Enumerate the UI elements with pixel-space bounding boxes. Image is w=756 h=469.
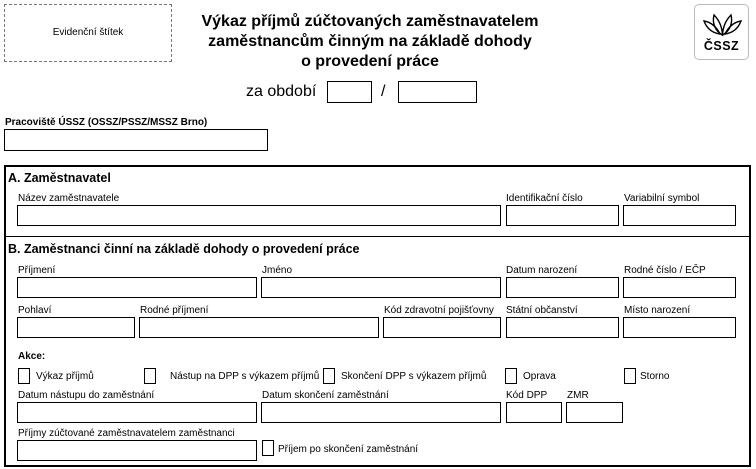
post-end-income-label: Příjem po skončení zaměstnání xyxy=(278,444,419,455)
action-cancel-checkbox[interactable] xyxy=(624,368,636,384)
title-line-3: o provedení práce xyxy=(301,53,439,70)
section-a-title: A. Zaměstnavatel xyxy=(8,171,111,185)
actions-label: Akce: xyxy=(18,351,46,362)
period-month-field[interactable] xyxy=(327,81,372,103)
employer-name-label: Název zaměstnavatele xyxy=(18,193,120,204)
income-field[interactable] xyxy=(17,440,257,461)
form-title xyxy=(180,12,560,72)
birth-surname-label: Rodné příjmení xyxy=(140,305,209,316)
birth-date-field[interactable] xyxy=(506,277,619,298)
action-dpp-end-checkbox[interactable] xyxy=(323,368,335,384)
income-label: Příjmy zúčtované zaměstnavatelem zaměstnanci xyxy=(18,428,235,439)
period-year-field[interactable] xyxy=(398,81,477,103)
variable-symbol-label: Variabilní symbol xyxy=(624,193,700,204)
section-b-title: B. Zaměstnanci činní na základě dohody o provedení práce xyxy=(8,242,360,256)
first-name-label: Jméno xyxy=(262,265,293,276)
office-label: Pracoviště ÚSSZ (OSSZ/PSSZ/MSSZ Brno) xyxy=(5,117,208,128)
action-dpp-start-checkbox[interactable] xyxy=(144,368,156,384)
sex-label: Pohlaví xyxy=(18,305,52,316)
zmr-label: ZMR xyxy=(567,390,589,401)
action-dpp-start-label: Nástup na DPP s výkazem příjmů xyxy=(170,371,320,382)
action-income-report-label: Výkaz příjmů xyxy=(36,371,94,382)
citizenship-label: Státní občanství xyxy=(506,305,578,316)
period-separator: / xyxy=(381,83,386,100)
variable-symbol-field[interactable] xyxy=(623,205,736,226)
section-divider xyxy=(6,236,749,237)
insurer-code-label: Kód zdravotní pojišťovny xyxy=(384,305,494,316)
birth-place-field[interactable] xyxy=(623,317,736,338)
citizenship-field[interactable] xyxy=(506,317,619,338)
zmr-field[interactable] xyxy=(566,402,623,423)
insurer-code-field[interactable] xyxy=(383,317,501,338)
action-dpp-end-label: Skončení DPP s výkazem příjmů xyxy=(341,371,487,382)
birth-date-label: Datum narození xyxy=(506,265,578,276)
action-income-report-checkbox[interactable] xyxy=(18,368,30,384)
post-end-income-checkbox[interactable] xyxy=(262,440,274,456)
title-line-2: zaměstnancům činným na základě dohody xyxy=(208,33,532,50)
birth-surname-field[interactable] xyxy=(139,317,379,338)
employer-name-field[interactable] xyxy=(17,205,501,226)
ico-label: Identifikační číslo xyxy=(506,193,583,204)
title-line-1: Výkaz příjmů zúčtovaných zaměstnavatelem xyxy=(201,13,539,30)
office-field[interactable] xyxy=(4,129,268,151)
period-label: za období xyxy=(246,83,317,100)
birth-number-label: Rodné číslo / EČP xyxy=(624,265,706,276)
leaf-icon xyxy=(695,5,750,41)
sex-field[interactable] xyxy=(17,317,135,338)
first-name-field[interactable] xyxy=(261,277,501,298)
surname-label: Příjmení xyxy=(18,265,56,276)
dpp-code-label: Kód DPP xyxy=(506,390,548,401)
dpp-code-field[interactable] xyxy=(506,402,562,423)
action-correction-label: Oprava xyxy=(523,371,556,382)
surname-field[interactable] xyxy=(17,277,257,298)
end-date-field[interactable] xyxy=(261,402,501,423)
logo-text: ČSSZ xyxy=(703,39,740,53)
birth-number-field[interactable] xyxy=(623,277,736,298)
birth-place-label: Místo narození xyxy=(624,305,691,316)
ico-field[interactable] xyxy=(506,205,619,226)
start-date-field[interactable] xyxy=(17,402,257,423)
action-correction-checkbox[interactable] xyxy=(505,368,517,384)
start-date-label: Datum nástupu do zaměstnání xyxy=(18,390,155,401)
end-date-label: Datum skončení zaměstnání xyxy=(262,390,389,401)
action-cancel-label: Storno xyxy=(640,371,670,382)
evidence-label-text: Evidenční štítek xyxy=(52,27,124,38)
